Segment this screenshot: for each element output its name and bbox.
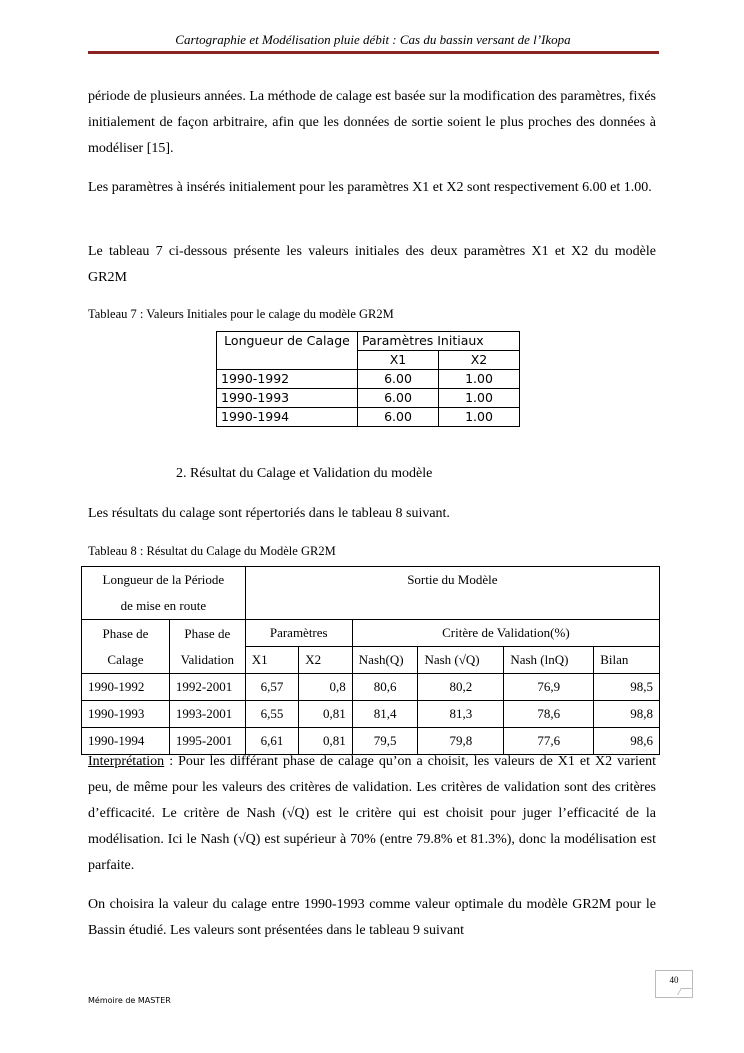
table8-phase-calage-line1: Phase de	[102, 625, 149, 641]
table8-bilan: 98,8	[594, 701, 660, 728]
table8-nashsq-header: Nash (√Q)	[418, 647, 504, 674]
paragraph-calibration-method: période de plusieurs années. La méthode de calage est basée sur la modification des paramètres, fixés initialement de façon arbitraire, afin que les données de sortie soient le plus proches des données à modéliser [15].	[88, 89, 656, 156]
table8-x2: 0,8	[299, 674, 353, 701]
table7-x2: 1.00	[439, 389, 520, 408]
interpretation-label: Interprétation	[88, 754, 165, 769]
table8-bilan-header: Bilan	[594, 647, 660, 674]
table8-validation: 1992-2001	[169, 674, 245, 701]
table7-x2-header: X2	[439, 351, 520, 370]
table7-x1: 6.00	[358, 408, 439, 427]
table8-period-header	[82, 567, 246, 620]
table8-nashq: 79,5	[352, 728, 418, 755]
table8-nashln-header: Nash (lnQ)	[504, 647, 594, 674]
table8-phase-calage-header	[82, 620, 170, 674]
table8-calage: 1990-1994	[82, 728, 170, 755]
paragraph-interpretation	[88, 749, 656, 879]
table8-x2: 0,81	[299, 701, 353, 728]
table8-x1-header: X1	[245, 647, 299, 674]
table7-x1-header: X1	[358, 351, 439, 370]
table8-period-header-line1: Longueur de la Période	[102, 572, 225, 587]
table8-nashq-header: Nash(Q)	[352, 647, 418, 674]
header-rule	[88, 51, 659, 54]
table8-phase-validation-line1: Phase de	[184, 625, 231, 641]
table8-x1: 6,55	[245, 701, 299, 728]
table8-bilan: 98,6	[594, 728, 660, 755]
table8-nashln: 77,6	[504, 728, 594, 755]
table8-nashln: 76,9	[504, 674, 594, 701]
table8-phase-validation-header	[169, 620, 245, 674]
table-row	[82, 701, 660, 728]
paragraph-table7-intro: Le tableau 7 ci-dessous présente les valeurs initiales des deux paramètres X1 et X2 du modèle GR2M	[88, 244, 656, 285]
running-header: Cartographie et Modélisation pluie débit : Cas du bassin versant de l’Ikopa	[175, 32, 571, 47]
table8-nashsq: 79,8	[418, 728, 504, 755]
table-row	[217, 408, 520, 427]
table7-x1: 6.00	[358, 389, 439, 408]
table8-nashsq: 81,3	[418, 701, 504, 728]
page-curl-icon	[677, 988, 692, 995]
table8-period-header-line2: de mise en route	[120, 598, 207, 613]
table7-x2: 1.00	[439, 370, 520, 389]
table7-group-header: Paramètres Initiaux	[358, 332, 520, 351]
paragraph-optimal-calibration: On choisira la valeur du calage entre 1990-1993 comme valeur optimale du modèle GR2M pour le Bassin étudié. Les valeurs sont présentées dans le tableau 9 suivant	[88, 897, 656, 938]
footer-text: Mémoire de MASTER	[88, 996, 171, 1005]
table8-params-header: Paramètres	[245, 620, 352, 647]
interpretation-text: : Pour les différant phase de calage qu’on a choisit, les valeurs de X1 et X2 varient peu, de même pour les valeurs des critères de validation. Les critères de validation sont des critères d’efficacité. Le critère de Nash (√Q) est le critère qui est choisit pour juger l’efficacité de la modélisation. Ici le Nash (√Q) est supérieur à 70% (entre 79.8% et 81.3%), donc la modélisation est parfaite.	[88, 754, 656, 873]
table8-x2-header: X2	[299, 647, 353, 674]
table8-criteria-header: Critère de Validation(%)	[352, 620, 659, 647]
paragraph-initial-params: Les paramètres à insérés initialement pour les paramètres X1 et X2 sont respectivement 6.00 et 1.00.	[88, 180, 652, 195]
table-row	[217, 370, 520, 389]
paragraph-table8-intro: Les résultats du calage sont répertoriés dans le tableau 8 suivant.	[88, 506, 450, 521]
table8-output-header: Sortie du Modèle	[245, 567, 659, 620]
table8-caption: Tableau 8 : Résultat du Calage du Modèle GR2M	[88, 544, 336, 558]
page-number-box	[655, 970, 693, 998]
table-row	[217, 389, 520, 408]
page-number: 40	[669, 975, 679, 985]
table8-phase-validation-line2: Validation	[180, 651, 235, 667]
table-row	[82, 674, 660, 701]
table8-calage: 1990-1992	[82, 674, 170, 701]
table8-calage: 1990-1993	[82, 701, 170, 728]
table8-validation: 1995-2001	[169, 728, 245, 755]
table8-x1: 6,61	[245, 728, 299, 755]
table7-col-header: Longueur de Calage	[217, 332, 358, 370]
table7-period: 1990-1993	[217, 389, 358, 408]
table8-nashln: 78,6	[504, 701, 594, 728]
table8-validation: 1993-2001	[169, 701, 245, 728]
table7	[216, 331, 520, 427]
table8-nashq: 80,6	[352, 674, 418, 701]
table8-nashq: 81,4	[352, 701, 418, 728]
table7-period: 1990-1992	[217, 370, 358, 389]
table7-period: 1990-1994	[217, 408, 358, 427]
table8-phase-calage-line2: Calage	[107, 651, 144, 667]
section-heading: 2. Résultat du Calage et Validation du modèle	[176, 466, 433, 481]
table8	[81, 566, 660, 755]
table8-x2: 0,81	[299, 728, 353, 755]
table8-bilan: 98,5	[594, 674, 660, 701]
table8-nashsq: 80,2	[418, 674, 504, 701]
table8-x1: 6,57	[245, 674, 299, 701]
table7-caption: Tableau 7 : Valeurs Initiales pour le calage du modèle GR2M	[88, 307, 394, 321]
table7-x2: 1.00	[439, 408, 520, 427]
table7-x1: 6.00	[358, 370, 439, 389]
